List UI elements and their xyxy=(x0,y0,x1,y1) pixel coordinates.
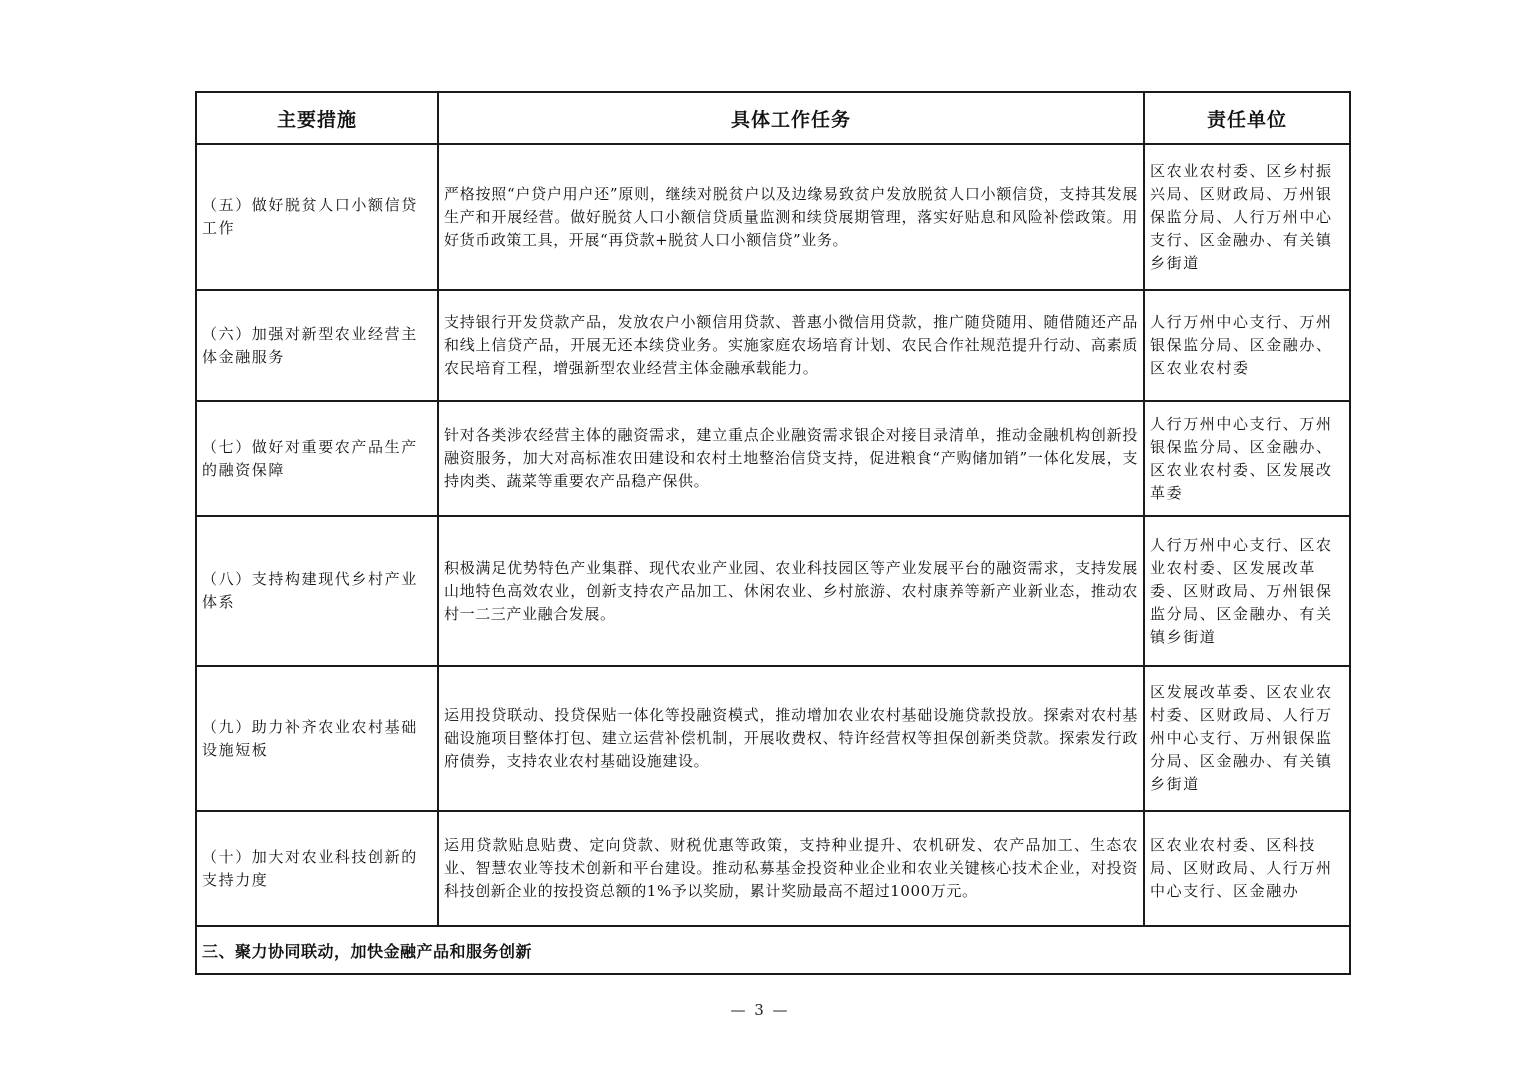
table-row xyxy=(196,516,1350,666)
page-number: — 3 — xyxy=(730,1001,790,1019)
task-cell: 运用投贷联动、投贷保贴一体化等投融资模式，推动增加农业农村基础设施贷款投放。探索对农村基础设施项目整体打包、建立运营补偿机制，开展收费权、特许经营权等担保创新类贷款。探索发行政府债券，支持农业农村基础设施建设。 xyxy=(438,666,1144,811)
measure-cell: （六）加强对新型农业经营主体金融服务 xyxy=(196,290,438,401)
measure-cell: （八）支持构建现代乡村产业体系 xyxy=(196,516,438,666)
unit-cell: 区农业农村委、区科技局、区财政局、人行万州中心支行、区金融办 xyxy=(1144,811,1350,926)
table-row xyxy=(196,290,1350,401)
measures-table xyxy=(195,91,1351,975)
unit-cell: 区发展改革委、区农业农村委、区财政局、人行万州中心支行、万州银保监分局、区金融办、有关镇乡街道 xyxy=(1144,666,1350,811)
unit-cell: 人行万州中心支行、万州银保监分局、区金融办、区农业农村委 xyxy=(1144,290,1350,401)
unit-cell: 人行万州中心支行、万州银保监分局、区金融办、区农业农村委、区发展改革委 xyxy=(1144,401,1350,516)
task-cell: 针对各类涉农经营主体的融资需求，建立重点企业融资需求银企对接目录清单，推动金融机构创新投融资服务，加大对高标准农田建设和农村土地整治信贷支持，促进粮食“产购储加销”一体化发展，支持肉类、蔬菜等重要农产品稳产保供。 xyxy=(438,401,1144,516)
task-cell: 运用贷款贴息贴费、定向贷款、财税优惠等政策，支持种业提升、农机研发、农产品加工、生态农业、智慧农业等技术创新和平台建设。推动私募基金投资种业企业和农业关键核心技术企业，对投资科技创新企业的按投资总额的1%予以奖励，累计奖励最高不超过1000万元。 xyxy=(438,811,1144,926)
unit-cell: 区农业农村委、区乡村振兴局、区财政局、万州银保监分局、人行万州中心支行、区金融办、有关镇乡街道 xyxy=(1144,144,1350,290)
measure-cell: （七）做好对重要农产品生产的融资保障 xyxy=(196,401,438,516)
header-unit: 责任单位 xyxy=(1144,92,1350,144)
measure-cell: （五）做好脱贫人口小额信贷工作 xyxy=(196,144,438,290)
header-task: 具体工作任务 xyxy=(438,92,1144,144)
measure-cell: （九）助力补齐农业农村基础设施短板 xyxy=(196,666,438,811)
task-cell: 严格按照“户贷户用户还”原则，继续对脱贫户以及边缘易致贫户发放脱贫人口小额信贷，支持其发展生产和开展经营。做好脱贫人口小额信贷质量监测和续贷展期管理，落实好贴息和风险补偿政策。用好货币政策工具，开展“再贷款+脱贫人口小额信贷”业务。 xyxy=(438,144,1144,290)
table-row xyxy=(196,401,1350,516)
section-title: 三、聚力协同联动，加快金融产品和服务创新 xyxy=(196,926,1350,974)
unit-cell: 人行万州中心支行、区农业农村委、区发展改革委、区财政局、万州银保监分局、区金融办、有关镇乡街道 xyxy=(1144,516,1350,666)
table-row xyxy=(196,666,1350,811)
table-header-row xyxy=(196,92,1350,144)
table-row xyxy=(196,144,1350,290)
task-cell: 支持银行开发贷款产品，发放农户小额信用贷款、普惠小微信用贷款，推广随贷随用、随借随还产品和线上信贷产品，开展无还本续贷业务。实施家庭农场培育计划、农民合作社规范提升行动、高素质农民培育工程，增强新型农业经营主体金融承载能力。 xyxy=(438,290,1144,401)
measure-cell: （十）加大对农业科技创新的支持力度 xyxy=(196,811,438,926)
section-row xyxy=(196,926,1350,974)
header-measure: 主要措施 xyxy=(196,92,438,144)
table-row xyxy=(196,811,1350,926)
task-cell: 积极满足优势特色产业集群、现代农业产业园、农业科技园区等产业发展平台的融资需求，支持发展山地特色高效农业，创新支持农产品加工、休闲农业、乡村旅游、农村康养等新产业新业态，推动农村一二三产业融合发展。 xyxy=(438,516,1144,666)
